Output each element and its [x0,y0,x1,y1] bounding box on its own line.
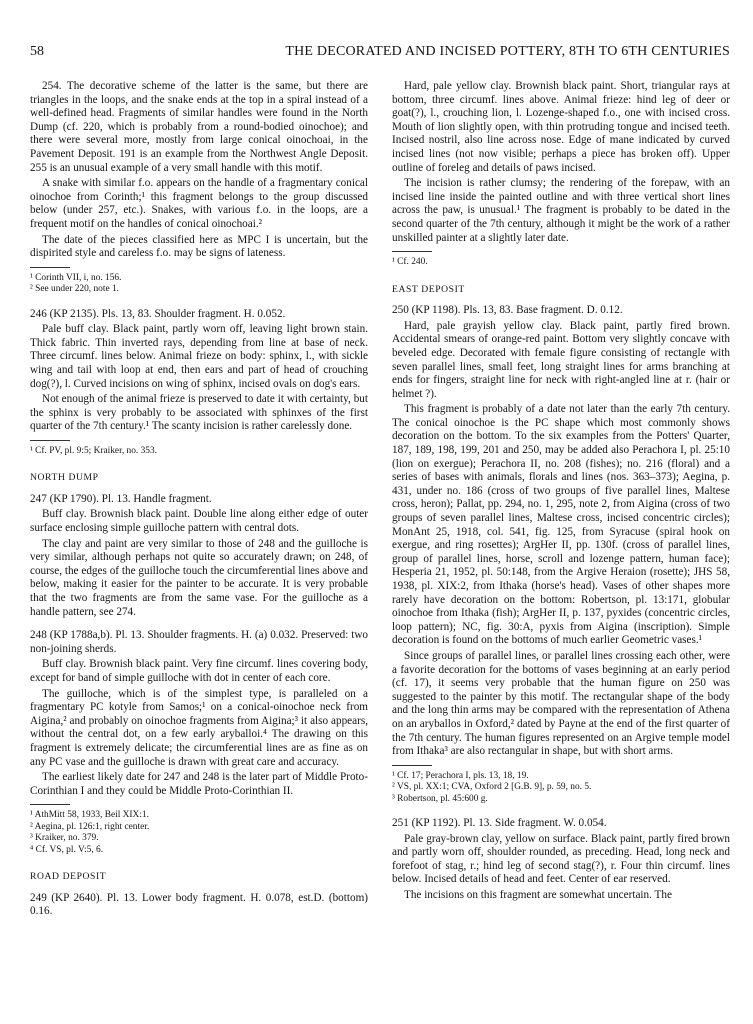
footnote: ³ Robertson, pl. 45:600 g. [392,793,488,804]
paragraph-248-discussion: The guilloche, which is of the simplest type, is paralleled on a fragmentary PC kotyle from Samos;¹ on a conical-oinochoe neck from Aigina,² and probably on oinochoe fragments from Aigina;³ it also appears, without the central dot, on a few early aryballoi.⁴ The drawing on this fragment is extremely delicate; the circumferential lines are as fine as on any PC vase and the guilloche is drawn with great care and accuracy. [30,687,368,768]
footnote: ² VS, pl. XX:1; CVA, Oxford 2 [G.B. 9], p. 59, no. 5. [392,782,592,793]
footnotes-1 [30,273,368,296]
running-title: THE DECORATED AND INCISED POTTERY, 8TH TO 6TH CENTURIES [285,44,730,59]
entry-heading-247: 247 (KP 1790). Pl. 13. Handle fragment. [30,492,212,505]
entry-heading-251: 251 (KP 1192). Pl. 13. Side fragment. W. 0.054. [392,816,607,829]
paragraph-247-description: Buff clay. Brownish black paint. Double line along either edge of outer surface enclosing simple guilloche pattern with central dots. [30,508,368,535]
footnote: ³ Kraiker, no. 379. [30,833,99,844]
paragraph-251-discussion: The incisions on this fragment are somewhat uncertain. The [404,888,672,901]
paragraph-249-description: Hard, pale yellow clay. Brownish black paint. Short, triangular rays at bottom, three circumf. lines above. Animal frieze: hind leg of deer or goat(?), l., crouching lion, l. Lozenge-shaped f.o., one with incised cross. Mouth of lion slightly open, with thin protruding tongue and incised teeth. Incised nostril, also line across nose. Edge of mane indicated by curved incised lines (not now visible; perhaps a piece has broken off). Upper outline of foreleg and details of paws incised. [392,80,730,174]
page-number: 58 [30,44,44,59]
footnote: ⁴ Cf. VS, pl. V:5, 6. [30,844,104,855]
paragraph-251-description: Pale gray-brown clay, yellow on surface. Black paint, partly fired brown and partly worn off, shoulder rounded, as preceding. Head, long neck and forefoot of stag, r.; hind leg of second stag(?), r. Four thin circumf. lines below. Incised details of head and feet. Center of ear reserved. [392,832,730,886]
left-column [30,80,368,921]
paragraph-248-description: Buff clay. Brownish black paint. Very fine circumf. lines covering body, except for band of simple guilloche with dot in center of each core. [30,658,368,684]
paragraph-snake: A snake with similar f.o. appears on the handle of a fragmentary conical oinochoe from Corinth;¹ this fragment belongs to the group discussed below (under 257, etc.). Snakes, with various f.o. in the loops, are a frequent motif on the handles of conical oinochoai.² [30,177,368,230]
section-heading-north-dump: NORTH DUMP [30,472,99,484]
paragraph-246-description: Pale buff clay. Black paint, partly worn off, leaving light brown stain. Thick fabric. Thin inverted rays, depending from line at base of neck. Three circumf. lines below. Animal frieze on body: sphinx, l., with sickle wing and tail with loop at end, then ears and part of head of crouching dog(?), l. Curved incisions on wing of sphinx, incised ovals on dog's ears. [30,323,368,390]
section-heading-road-deposit: ROAD DEPOSIT [30,870,107,882]
right-column [392,80,730,905]
page-header [30,44,730,64]
paragraph-date: The date of the pieces classified here as MPC I is uncertain, but the dispirited style and careless f.o. may be signs of lateness. [30,233,368,260]
footnote: ¹ AthMitt 58, 1933, Beil XIX:1. [30,810,149,821]
footnote: ¹ Cf. 17; Perachora I, pls. 13, 18, 19. [392,770,529,781]
footnote-rule [30,804,70,805]
footnotes-4 [392,257,730,268]
footnotes-5 [392,771,730,805]
footnote: ² See under 220, note 1. [30,284,119,295]
entry-heading-246: 246 (KP 2135). Pls. 13, 83. Shoulder fragment. H. 0.052. [30,307,286,320]
paragraph-246-discussion: Not enough of the animal frieze is preserved to date it with certainty, but the sphinx is very probably to be associated with sphinxes of the first quarter of the 7th century.¹ The scanty incision is rather carelessly done. [30,393,368,433]
paragraph-249-discussion: The incision is rather clumsy; the rendering of the forepaw, with an incised line inside the painted outline and with three vertical short lines across the paw, is unusual.¹ The fragment is probably to be dated in the second quarter of the 7th century, although it might be the work of a rather unskilled painter at a slightly later date. [392,177,730,244]
footnote: ¹ Corinth VII, i, no. 156. [30,272,122,283]
footnote-rule [30,267,70,268]
footnote-rule [392,251,432,252]
paragraph-250-description: Hard, pale grayish yellow clay. Black paint, partly fired brown. Accidental smears of orange-red paint. Bottom very slightly concave with beveled edge. Decorated with female figure consisting of rectangle with seven parallel lines, small feet, long straight lines for arms branching at ends for fingers, straight line for neck with right-angled line at r. (hair or helmet ?). [392,319,730,400]
footnotes-3 [30,810,368,856]
paragraph-250-comparison: Since groups of parallel lines, or parallel lines crossing each other, were a favorite decoration for the bottoms of vases beginning at an early period (cf. 17), it seems very probable that the human figure on 250 was suggested to the painter by this motif. The rectangular shape of the body and the long thin arms may be compared with the representation of Athena on an aryballos in Oxford,² dated by Payne at the end of the first quarter of the 7th century. The human figures represented on an Argive temple model from Ithaka³ are also rectangular in shape, but with short arms. [392,649,730,758]
section-heading-east-deposit: EAST DEPOSIT [392,283,465,295]
paragraph-248-date: The earliest likely date for 247 and 248 is the later part of Middle Proto-Corinthian I and they could be Middle Proto-Corinthian II. [30,771,368,797]
entry-heading-248: 248 (KP 1788a,b). Pl. 13. Shoulder fragments. H. (a) 0.032. Preserved: two non-joining sherds. [30,629,368,655]
paragraph-250-discussion: This fragment is probably of a date not later than the early 7th century. The conical oinochoe is the PC shape which most commonly shows decoration on the bottom. To the six examples from the Potters' Quarter, 187, 189, 198, 199, 201 and 250, may be added also Perachora I, pl. 25:10 (lion on exergue); Perachora II, no. 208 (fishes); no. 216 (floral) and a series of bases with animals, florals and lines (nos. 363–373); Aegina, p. 431, under no. 186 (cross of two groups of five parallel lines, Maltese cross, heron); Pallat, pp. 294, no. 1, 295, note 2, from Aigina (cross of two groups of seven parallel lines, Maltese cross, incised concentric circles); MonAnt 25, 1918, col. 541, fig. 125, from Syracuse (spiral hook on exergue, and ring rosettes); ArgHer II, pp. 130f. (cross of parallel lines, group of parallel lines, horse, scroll and lozenge pattern, human face); Hesperia 21, 1952, pl. 50:148, from the Argive Heraion (rosette); JHS 58, 1938, pl. XIX:2, from Ithaka (horse's head). Vases of other shapes more rarely have decoration on the bottom: Robertson, pl. 13:171, globular oinochoe from Ithaka (fish); ArgHer II, p. 137, pyxides (concentric circles, loop pattern); NC, fig. 30:A, pyxis from Aigina (inscription). Simple decoration is found on the bottoms of much earlier Geometric vases.¹ [392,403,730,647]
paragraph-254: 254. The decorative scheme of the latter is the same, but there are triangles in the loops, and the snake ends at the top in a spiral instead of a well-defined head. Fragments of similar handles were found in the North Dump (cf. 220, which is probably from a round-bodied oinochoe); and there were several more, mostly from large conical oinochoai, in the Pavement Deposit. 191 is an example from the Northwest Angle Deposit. 255 is an unusual example of a very small handle with this motif. [30,80,368,174]
footnote-rule [30,440,70,441]
paragraph-247-discussion: The clay and paint are very similar to those of 248 and the guilloche is very similar, although perhaps not quite so accurately drawn; on 248, of course, the edges of the guilloche touch the circumferential lines above and below, making it easier for the painter to be accurate. It is very probable that the two fragments are from the same vase. For the guilloche as a handle pattern, see 274. [30,537,368,618]
footnote-rule [392,765,432,766]
footnote: ² Aegina, pl. 126:1, right center. [30,821,150,832]
footnote: ¹ Cf. 240. [392,257,428,268]
entry-heading-249: 249 (KP 2640). Pl. 13. Lower body fragment. H. 0.078, est.D. (bottom) 0.16. [30,891,368,918]
footnote: ¹ Cf. PV, pl. 9:5; Kraiker, no. 353. [30,445,157,456]
entry-heading-250: 250 (KP 1198). Pls. 13, 83. Base fragment. D. 0.12. [392,304,623,317]
footnotes-2 [30,446,368,457]
